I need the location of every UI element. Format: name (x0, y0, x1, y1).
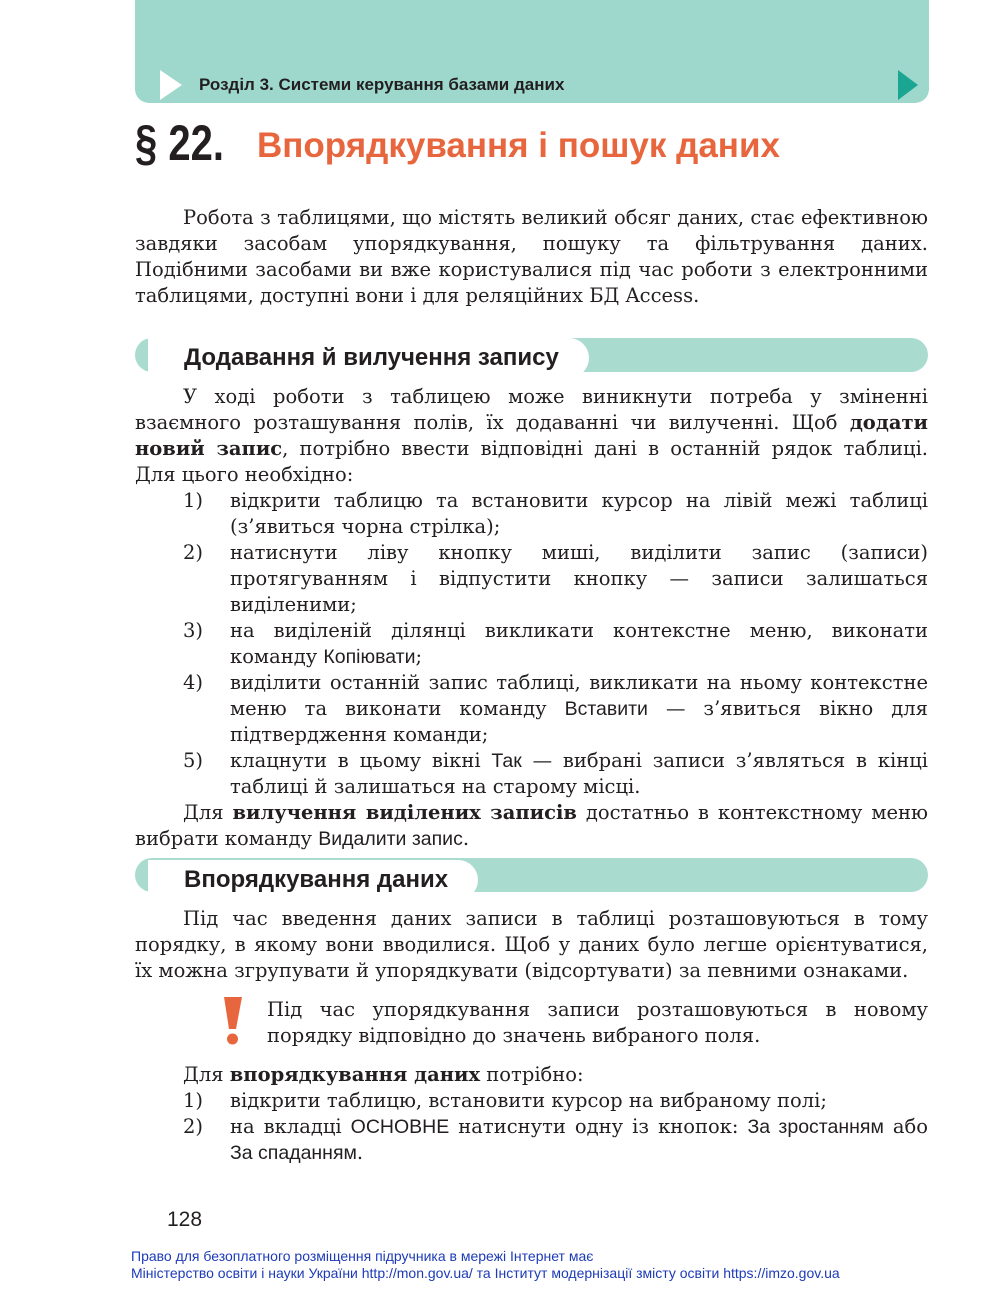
list-item (135, 748, 928, 800)
paragraph-number: § 22. (135, 115, 224, 171)
command-name: Копіювати (323, 646, 416, 668)
text-run: — з’явиться вікно для підтвердження команди; (230, 697, 928, 746)
intro-paragraph: Робота з таблицями, що містять великий обсяг даних, стає ефективною завдяки засобам упорядкування, пошуку та фільтрування даних. Подібними засобами ви вже користувалися під час роботи з електронними таблицями, доступні вони і для реляційних БД Access. (135, 206, 928, 307)
list-item-number: 5) (183, 749, 204, 772)
text-run: — вибрані записи з’являться в кінці таблиці й залишаться на старому місці. (230, 749, 928, 798)
section2-body (135, 906, 928, 984)
license-footer (131, 1248, 840, 1282)
text-run: . (462, 827, 470, 850)
text-run: У ході роботи з таблицею може виникнути потреба у зміненні взаємного розташування полів, їх додаванні чи вилученні. Щоб (135, 385, 928, 434)
important-note: Під час упорядкування записи розташовуються в новому порядку відповідно до значень вибраного поля. (267, 998, 928, 1047)
text-run: . (356, 1141, 364, 1164)
chapter-title: Розділ 3. Системи керування базами даних (199, 75, 565, 94)
bold-term: вилучення виділених записів (232, 801, 577, 824)
text-run: ; (415, 645, 423, 668)
list-item (135, 488, 928, 540)
list-item-number: 2) (183, 541, 204, 564)
list-item-text: натиснути ліву кнопку миші, виділити запис (записи) протягуванням і відпустити кнопку — записи залишаться виділеними; (230, 541, 928, 616)
text-run: Для (183, 801, 233, 824)
text-run: клацнути в цьому вікні (230, 749, 492, 772)
list-item-text (230, 748, 928, 800)
next-arrow-icon (898, 70, 918, 100)
list-item (135, 540, 928, 618)
section1-paragraph1 (135, 384, 928, 488)
list-item-number: 4) (183, 671, 204, 694)
play-arrow-icon (160, 70, 182, 100)
section2-steps-list (135, 1088, 928, 1166)
section1-heading: Додавання й вилучення запису (148, 338, 589, 378)
list-item-number: 1) (183, 489, 204, 512)
list-item-text: відкрити таблицю та встановити курсор на лівій межі таблиці (з’явиться чорна стрілка); (230, 489, 928, 538)
list-item (135, 1114, 928, 1166)
section2-heading: Впорядкування даних (148, 860, 478, 900)
list-item (135, 618, 928, 670)
list-item-number: 1) (183, 1089, 204, 1112)
text-run: потрібно: (480, 1063, 584, 1086)
page-number: 128 (167, 1208, 203, 1231)
list-item-text: відкрити таблицю, встановити курсор на вибраному полі; (230, 1089, 827, 1112)
text-run: на вкладці (230, 1115, 351, 1138)
section2-paragraph2 (135, 1062, 928, 1088)
button-name: За спаданням (230, 1142, 357, 1164)
button-name: За зростанням (747, 1116, 884, 1138)
footer-line2: Міністерство освіти і науки України http://mon.gov.ua/ та Інститут модернізації змісту освіти https://imzo.gov.ua (131, 1265, 840, 1281)
footer-line1: Право для безоплатного розміщення підручника в мережі Інтернет має (131, 1248, 594, 1264)
intro-block (135, 205, 928, 309)
text-run: або (883, 1115, 928, 1138)
bold-term: додати новий запис (135, 411, 928, 460)
list-item-text (230, 670, 928, 748)
exclamation-icon (220, 995, 246, 1047)
list-item-text (230, 618, 928, 670)
list-item-number: 3) (183, 619, 204, 642)
list-item (135, 1088, 928, 1114)
section2-paragraph1: Під час введення даних записи в таблиці розташовуються в тому порядку, в якому вони вводилися. Щоб у даних було легше орієнтуватися, їх можна згрупувати й упорядкувати (відсортувати) за певними ознаками. (135, 907, 928, 982)
text-run: виділити останній запис таблиці, викликати на ньому контекстне меню та виконати команду (230, 671, 928, 720)
list-item-number: 2) (183, 1115, 204, 1138)
bold-term: впорядкування даних (229, 1063, 481, 1086)
text-run: на виділеній ділянці викликати контекстне меню, виконати команду (230, 619, 928, 668)
command-name: Вставити (564, 698, 648, 720)
text-run: , потрібно ввести відповідні дані в останній рядок таблиці. Для цього необхідно: (135, 437, 929, 486)
section1-steps-list (135, 488, 928, 800)
tab-name: ОСНОВНЕ (350, 1116, 450, 1138)
section1-body (135, 384, 928, 852)
text-run: достатньо в контекстному меню вибрати команду (135, 801, 928, 850)
section1-paragraph2 (135, 800, 928, 852)
section2-steps-block (135, 1062, 928, 1166)
text-run: Для (183, 1063, 230, 1086)
paragraph-title: Впорядкування і пошук даних (257, 126, 780, 165)
text-run: натиснути одну із кнопок: (449, 1115, 748, 1138)
command-name: Так (491, 750, 522, 772)
list-item-text (230, 1114, 928, 1166)
command-name: Видалити запис (318, 828, 463, 850)
list-item (135, 670, 928, 748)
